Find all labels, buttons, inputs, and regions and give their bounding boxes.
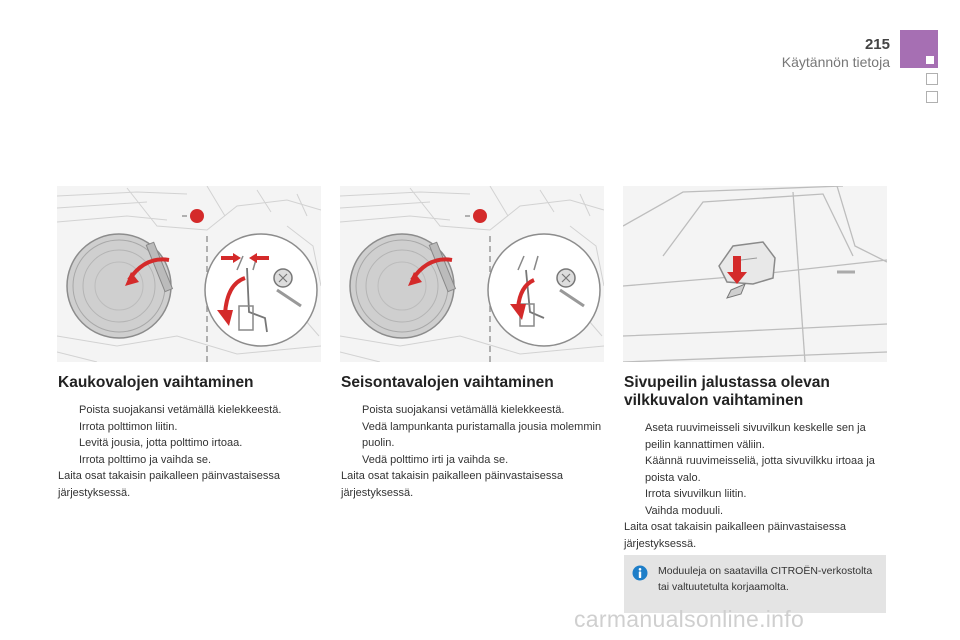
step-item: Irrota sivuvilkun liitin. bbox=[645, 488, 747, 500]
column-main-beam bbox=[58, 374, 323, 501]
step-item: Vedä lampunkanta puristamalla jousia molemmin puolin. bbox=[362, 420, 602, 449]
step-item: Poista suojakansi vetämällä kielekkeestä. bbox=[362, 404, 565, 416]
watermark: carmanualsonline.info bbox=[574, 606, 805, 632]
step-item: Irrota polttimon liitin. bbox=[79, 420, 178, 433]
step-item: Aseta ruuvimeisseli sivuvilkun keskelle sen ja peilin kannattimen väliin. bbox=[645, 422, 866, 451]
steps-list bbox=[341, 402, 606, 468]
column-mirror-indicator bbox=[624, 374, 889, 552]
illustration-main-beam bbox=[57, 186, 321, 362]
info-text: Moduuleja on saatavilla CITROËN-verkostolta tai valtuutetulta korjaamolta. bbox=[658, 565, 873, 593]
heading-mirror-indicator: Sivupeilin jalustassa olevan vilkkuvalon vaihtaminen bbox=[624, 374, 830, 409]
step-item: Irrota polttimo ja vaihda se. bbox=[79, 453, 212, 466]
chapter-tab-2[interactable] bbox=[926, 73, 938, 85]
info-box bbox=[624, 555, 886, 613]
heading-side-lamp: Seisontavalojen vaihtaminen bbox=[341, 374, 554, 391]
step-item: Vaihda moduuli. bbox=[645, 504, 724, 517]
closing-note: Laita osat takaisin paikalleen päinvastaisessa järjestyksessä. bbox=[58, 470, 280, 499]
column-side-lamp bbox=[341, 374, 606, 501]
chapter-tab-3[interactable] bbox=[926, 91, 938, 103]
section-title: Käytännön tietoja bbox=[781, 54, 890, 70]
chapter-tab-dot bbox=[926, 56, 934, 64]
closing-note: Laita osat takaisin paikalleen päinvastaisessa järjestyksessä. bbox=[624, 521, 846, 550]
page-number: 215 bbox=[864, 36, 890, 53]
info-icon bbox=[632, 565, 648, 581]
closing-note: Laita osat takaisin paikalleen päinvastaisessa järjestyksessä. bbox=[341, 470, 563, 499]
step-item: Käännä ruuvimeisseliä, jotta sivuvilkku irtoaa ja poista valo. bbox=[645, 455, 875, 484]
illustration-mirror-indicator bbox=[623, 186, 887, 362]
step-item: Poista suojakansi vetämällä kielekkeestä. bbox=[79, 404, 282, 416]
illustration-side-lamp bbox=[340, 186, 604, 362]
chapter-tab-active[interactable] bbox=[900, 30, 938, 68]
steps-list bbox=[624, 420, 889, 519]
step-item: Vedä polttimo irti ja vaihda se. bbox=[362, 453, 509, 466]
steps-list bbox=[58, 402, 323, 468]
step-item: Levitä jousia, jotta polttimo irtoaa. bbox=[79, 437, 243, 449]
heading-main-beam: Kaukovalojen vaihtaminen bbox=[58, 374, 254, 391]
